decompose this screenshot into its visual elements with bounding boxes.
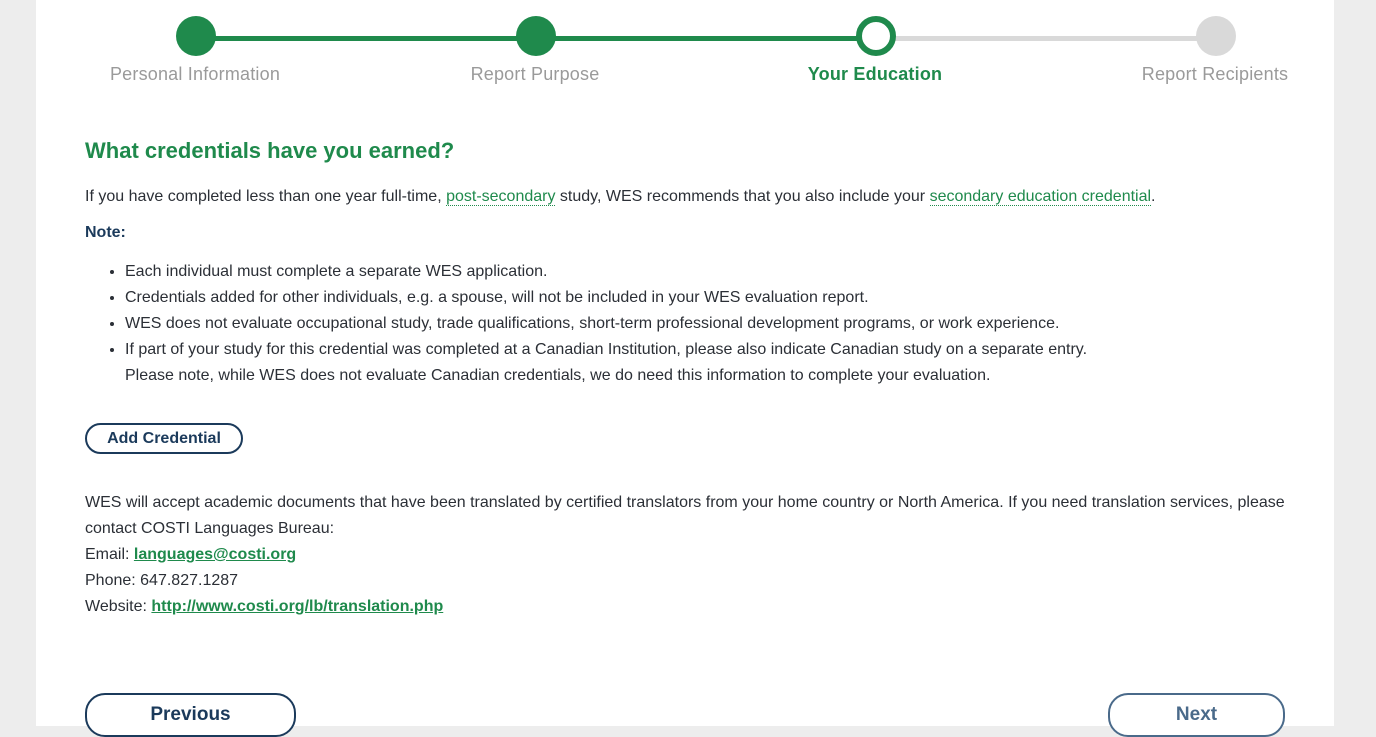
note-item: • Credentials added for other individuals, e.g. a spouse, will not be included in your WES evaluation report. [125,285,1087,311]
step-1-complete-icon [176,16,216,56]
email-label: Email: [85,546,134,563]
add-credential-button[interactable]: Add Credential [85,423,243,454]
phone-line [85,568,1285,594]
step-3-current-icon [856,16,896,56]
step-label-personal-information[interactable]: Personal Information [109,64,281,84]
note-label: Note: [85,224,126,241]
page-heading: What credentials have you earned? [85,138,455,163]
progress-stepper [36,0,1334,100]
step-label-report-purpose[interactable]: Report Purpose [470,64,600,84]
previous-button[interactable]: Previous [85,693,296,737]
translation-info [85,490,1285,620]
notes-list [85,259,1087,389]
phone-value: 647.827.1287 [140,572,239,589]
step-4-pending-icon [1196,16,1236,56]
note-item: • WES does not evaluate occupational study, trade qualifications, short-term professional development programs, or work experience. [125,311,1087,337]
email-link[interactable]: languages@costi.org [133,546,297,563]
website-line [85,594,1285,620]
note-item-line2: Please note, while WES does not evaluate Canadian credentials, we do need this information to complete your evaluation. [125,367,991,384]
website-link[interactable]: http://www.costi.org/lb/translation.php [151,598,444,615]
step-label-report-recipients: Report Recipients [1141,64,1289,84]
next-button[interactable]: Next [1108,693,1285,737]
intro-text-part2: study, WES recommends that you also include your [555,188,930,205]
intro-text-part1: If you have completed less than one year full-time, [85,188,447,205]
note-item [125,337,1087,389]
secondary-education-credential-link[interactable]: secondary education credential [929,188,1152,205]
website-label: Website: [85,598,152,615]
translation-text: WES will accept academic documents that have been translated by certified translators from your home country or North America. If you need translation services, please contact COSTI Languages Bureau: [85,494,1285,537]
post-secondary-link[interactable]: post-secondary [446,188,556,205]
page-card [36,0,1334,726]
stepper-track-remaining [876,36,1214,41]
phone-label: Phone: [85,572,141,589]
intro-text [85,188,1156,206]
intro-text-part3: . [1151,188,1156,205]
note-item-line1: If part of your study for this credential was completed at a Canadian Institution, please also indicate Canadian study on a separate entry. [125,341,1088,358]
step-2-complete-icon [516,16,556,56]
note-item: • Each individual must complete a separate WES application. [125,259,1087,285]
step-label-your-education: Your Education [807,64,943,84]
email-line [85,542,1285,568]
